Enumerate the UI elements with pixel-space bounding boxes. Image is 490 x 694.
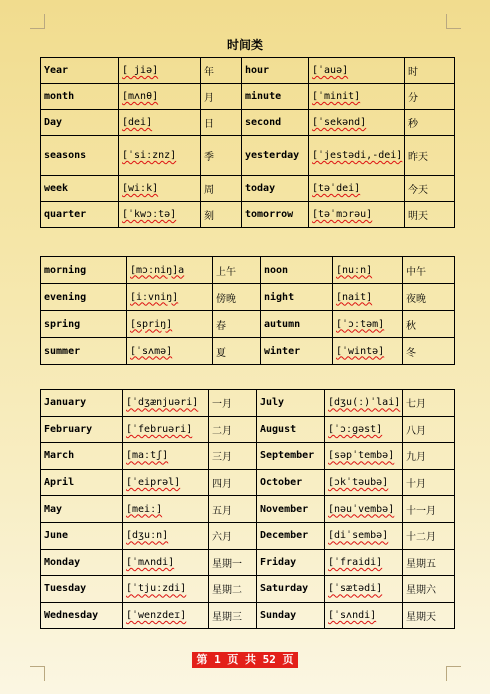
- phonetic-cell: [333, 338, 403, 365]
- page-number-footer: 第 1 页 共 52 页: [192, 652, 298, 668]
- english-word-cell: Monday: [41, 549, 123, 576]
- phonetic-text: [iːvniŋ]: [130, 291, 179, 303]
- phonetic-cell: [123, 522, 209, 549]
- english-word-cell: Saturday: [257, 576, 325, 603]
- chinese-meaning-cell: 日: [201, 110, 242, 136]
- phonetic-text: [səpˈtembə]: [328, 450, 395, 462]
- english-word-cell: hour: [242, 58, 309, 84]
- chinese-meaning-cell: 星期天: [403, 602, 455, 629]
- phonetic-cell: [123, 496, 209, 523]
- phonetic-cell: [333, 311, 403, 338]
- english-word-cell: February: [41, 416, 123, 443]
- phonetic-text: [təˈdei]: [312, 183, 361, 194]
- english-word-cell: December: [257, 522, 325, 549]
- phonetic-text: [ˈsiːznz]: [122, 150, 177, 161]
- chinese-meaning-cell: 星期五: [403, 549, 455, 576]
- chinese-meaning-cell: 秋: [403, 311, 455, 338]
- phonetic-cell: [119, 136, 201, 176]
- phonetic-text: [wiːk]: [122, 183, 159, 194]
- table-row: [41, 110, 455, 136]
- english-word-cell: November: [257, 496, 325, 523]
- phonetic-cell: [127, 338, 213, 365]
- english-word-cell: seasons: [41, 136, 119, 176]
- phonetic-text: [meiː]: [126, 503, 163, 515]
- table-row: [41, 257, 455, 284]
- chinese-meaning-cell: 上午: [213, 257, 261, 284]
- phonetic-cell: [119, 176, 201, 202]
- chinese-meaning-cell: 十一月: [403, 496, 455, 523]
- chinese-meaning-cell: 秒: [405, 110, 455, 136]
- english-word-cell: June: [41, 522, 123, 549]
- table-row: [41, 416, 455, 443]
- phonetic-text: [dei]: [122, 117, 153, 128]
- english-word-cell: August: [257, 416, 325, 443]
- times-of-day-seasons-table: [40, 256, 455, 365]
- chinese-meaning-cell: 昨天: [405, 136, 455, 176]
- table-row: [41, 176, 455, 202]
- table-row: [41, 311, 455, 338]
- english-word-cell: March: [41, 443, 123, 470]
- phonetic-cell: [309, 202, 405, 228]
- chinese-meaning-cell: 傍晚: [213, 284, 261, 311]
- chinese-meaning-cell: 周: [201, 176, 242, 202]
- phonetic-cell: [127, 311, 213, 338]
- english-word-cell: week: [41, 176, 119, 202]
- phonetic-text: [nəuˈvembə]: [328, 503, 395, 515]
- phonetic-cell: [333, 284, 403, 311]
- phonetic-cell: [309, 58, 405, 84]
- phonetic-cell: [127, 257, 213, 284]
- chinese-meaning-cell: 二月: [209, 416, 257, 443]
- chinese-meaning-cell: 中午: [403, 257, 455, 284]
- chinese-meaning-cell: 年: [201, 58, 242, 84]
- phonetic-text: [ˈwenzdeɪ]: [126, 610, 187, 622]
- table-row: [41, 443, 455, 470]
- table-row: [41, 136, 455, 176]
- phonetic-text: [dʒuːn]: [126, 530, 169, 542]
- english-word-cell: winter: [261, 338, 333, 365]
- phonetic-text: [ˈɔːgəst]: [328, 423, 383, 435]
- english-word-cell: quarter: [41, 202, 119, 228]
- english-word-cell: morning: [41, 257, 127, 284]
- phonetic-cell: [123, 549, 209, 576]
- english-word-cell: noon: [261, 257, 333, 284]
- english-word-cell: January: [41, 390, 123, 417]
- chinese-meaning-cell: 九月: [403, 443, 455, 470]
- english-word-cell: May: [41, 496, 123, 523]
- phonetic-cell: [325, 469, 403, 496]
- chinese-meaning-cell: 时: [405, 58, 455, 84]
- table-row: [41, 338, 455, 365]
- phonetic-cell: [325, 416, 403, 443]
- phonetic-text: [təˈmɔrəu]: [312, 209, 373, 220]
- chinese-meaning-cell: 分: [405, 84, 455, 110]
- time-words-table: [40, 57, 455, 228]
- english-word-cell: month: [41, 84, 119, 110]
- english-word-cell: autumn: [261, 311, 333, 338]
- phonetic-text: [ɔkˈtəubə]: [328, 477, 389, 489]
- chinese-meaning-cell: 七月: [403, 390, 455, 417]
- phonetic-text: [ jiə]: [122, 65, 159, 76]
- phonetic-cell: [123, 469, 209, 496]
- phonetic-cell: [325, 443, 403, 470]
- english-word-cell: Year: [41, 58, 119, 84]
- table-row: [41, 549, 455, 576]
- english-word-cell: July: [257, 390, 325, 417]
- english-word-cell: Sunday: [257, 602, 325, 629]
- phonetic-text: [ˈtjuːzdi]: [126, 583, 187, 595]
- phonetic-cell: [123, 576, 209, 603]
- phonetic-text: [ˈwintə]: [336, 345, 385, 357]
- english-word-cell: April: [41, 469, 123, 496]
- table-row: [41, 202, 455, 228]
- crop-mark-bottom-left: [30, 666, 45, 681]
- english-word-cell: evening: [41, 284, 127, 311]
- phonetic-text: [ˈauə]: [312, 65, 349, 76]
- table-row: [41, 602, 455, 629]
- phonetic-text: [nuːn]: [336, 264, 373, 276]
- phonetic-cell: [123, 390, 209, 417]
- phonetic-cell: [119, 202, 201, 228]
- chinese-meaning-cell: 四月: [209, 469, 257, 496]
- english-word-cell: second: [242, 110, 309, 136]
- chinese-meaning-cell: 夏: [213, 338, 261, 365]
- phonetic-text: [ˈdʒænjuəri]: [126, 397, 199, 409]
- english-word-cell: summer: [41, 338, 127, 365]
- phonetic-text: [dʒu(ː)ˈlai]: [328, 397, 401, 409]
- phonetic-cell: [123, 443, 209, 470]
- english-word-cell: spring: [41, 311, 127, 338]
- phonetic-text: [ˈsætədi]: [328, 583, 383, 595]
- page-title: 时间类: [226, 38, 263, 52]
- english-word-cell: tomorrow: [242, 202, 309, 228]
- chinese-meaning-cell: 季: [201, 136, 242, 176]
- chinese-meaning-cell: 春: [213, 311, 261, 338]
- chinese-meaning-cell: 星期三: [209, 602, 257, 629]
- phonetic-cell: [325, 576, 403, 603]
- phonetic-text: [mʌnθ]: [122, 91, 159, 102]
- chinese-meaning-cell: 冬: [403, 338, 455, 365]
- crop-mark-top-left: [30, 14, 45, 29]
- table-row: [41, 496, 455, 523]
- chinese-meaning-cell: 十二月: [403, 522, 455, 549]
- phonetic-cell: [325, 390, 403, 417]
- chinese-meaning-cell: 星期一: [209, 549, 257, 576]
- phonetic-cell: [123, 602, 209, 629]
- chinese-meaning-cell: 十月: [403, 469, 455, 496]
- crop-mark-bottom-right: [446, 666, 461, 681]
- table-row: [41, 522, 455, 549]
- phonetic-cell: [309, 176, 405, 202]
- phonetic-text: [ˈeiprəl]: [126, 477, 181, 489]
- phonetic-cell: [309, 84, 405, 110]
- phonetic-cell: [309, 136, 405, 176]
- chinese-meaning-cell: 明天: [405, 202, 455, 228]
- chinese-meaning-cell: 五月: [209, 496, 257, 523]
- phonetic-cell: [333, 257, 403, 284]
- english-word-cell: yesterday: [242, 136, 309, 176]
- table-row: [41, 469, 455, 496]
- phonetic-cell: [325, 549, 403, 576]
- phonetic-text: [ˈsekənd]: [312, 117, 367, 128]
- english-word-cell: night: [261, 284, 333, 311]
- phonetic-text: [ˈminit]: [312, 91, 361, 102]
- chinese-meaning-cell: 今天: [405, 176, 455, 202]
- chinese-meaning-cell: 三月: [209, 443, 257, 470]
- english-word-cell: today: [242, 176, 309, 202]
- crop-mark-top-right: [446, 14, 461, 29]
- phonetic-cell: [127, 284, 213, 311]
- english-word-cell: Wednesday: [41, 602, 123, 629]
- phonetic-text: [ˈjestədi,-dei]: [312, 150, 403, 161]
- phonetic-text: [ˈsʌndi]: [328, 610, 377, 622]
- chinese-meaning-cell: 八月: [403, 416, 455, 443]
- phonetic-text: [diˈsembə]: [328, 530, 389, 542]
- phonetic-text: [maːtʃ]: [126, 450, 169, 462]
- english-word-cell: minute: [242, 84, 309, 110]
- phonetic-text: [ˈfraidi]: [328, 556, 383, 568]
- english-word-cell: Day: [41, 110, 119, 136]
- english-word-cell: Friday: [257, 549, 325, 576]
- phonetic-text: [ˈɔːtəm]: [336, 318, 385, 330]
- chinese-meaning-cell: 一月: [209, 390, 257, 417]
- english-word-cell: September: [257, 443, 325, 470]
- table-row: [41, 58, 455, 84]
- table-row: [41, 576, 455, 603]
- phonetic-text: [ˈfebruəri]: [126, 423, 193, 435]
- phonetic-cell: [119, 84, 201, 110]
- table-row: [41, 284, 455, 311]
- phonetic-cell: [325, 602, 403, 629]
- phonetic-cell: [119, 110, 201, 136]
- phonetic-text: [mɔːniŋ]a: [130, 264, 185, 276]
- table-row: [41, 390, 455, 417]
- chinese-meaning-cell: 夜晚: [403, 284, 455, 311]
- phonetic-text: [spriŋ]: [130, 318, 173, 330]
- months-weekdays-table: [40, 389, 455, 629]
- chinese-meaning-cell: 星期二: [209, 576, 257, 603]
- english-word-cell: Tuesday: [41, 576, 123, 603]
- phonetic-text: [nait]: [336, 291, 373, 303]
- phonetic-cell: [325, 522, 403, 549]
- chinese-meaning-cell: 六月: [209, 522, 257, 549]
- phonetic-cell: [309, 110, 405, 136]
- phonetic-text: [ˈkwɔːtə]: [122, 209, 177, 220]
- phonetic-cell: [123, 416, 209, 443]
- phonetic-text: [ˈsʌmə]: [130, 345, 173, 357]
- table-row: [41, 84, 455, 110]
- phonetic-cell: [119, 58, 201, 84]
- phonetic-cell: [325, 496, 403, 523]
- phonetic-text: [ˈmʌndi]: [126, 556, 175, 568]
- chinese-meaning-cell: 月: [201, 84, 242, 110]
- english-word-cell: October: [257, 469, 325, 496]
- chinese-meaning-cell: 刻: [201, 202, 242, 228]
- chinese-meaning-cell: 星期六: [403, 576, 455, 603]
